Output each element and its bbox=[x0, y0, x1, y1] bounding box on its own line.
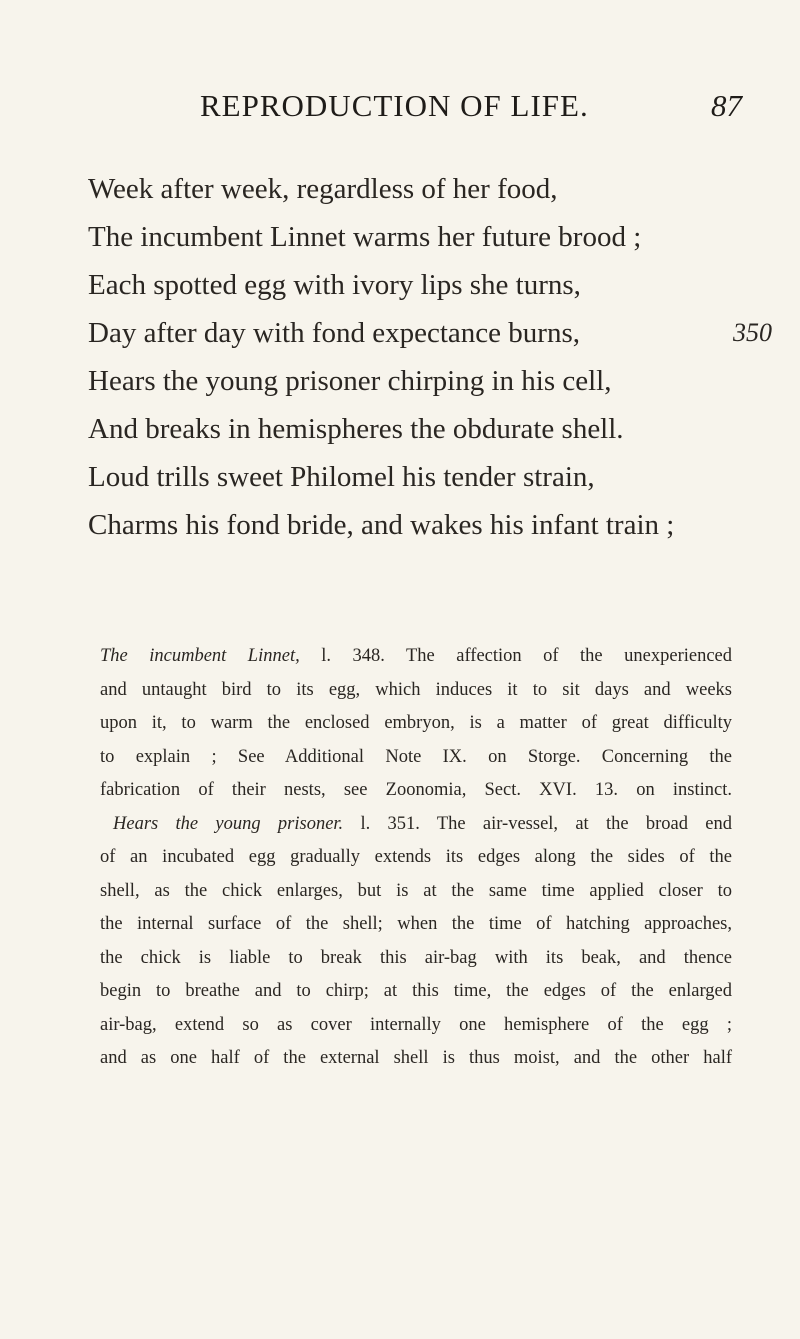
verse-line bbox=[88, 165, 768, 213]
line-number-marker: 350 bbox=[733, 318, 772, 347]
footnote-line: and untaught bird to its egg, which induces it to sit days and weeks bbox=[100, 679, 732, 700]
verse-line-text: Week after week, regardless of her food, bbox=[88, 173, 558, 205]
footnote-line: to explain ; See Additional Note IX. on Storge. Concerning the bbox=[100, 746, 732, 767]
footnote-line: fabrication of their nests, see Zoonomia, Sect. XVI. 13. on instinct. bbox=[100, 780, 732, 800]
verse-line-text: Day after day with fond expectance burns, bbox=[88, 317, 580, 349]
footnote-line: the internal surface of the shell; when the time of hatching approaches, bbox=[100, 914, 732, 934]
running-head bbox=[200, 88, 760, 128]
verse-line-text: Each spotted egg with ivory lips she turns, bbox=[88, 269, 581, 301]
verse-line-text: Loud trills sweet Philomel his tender strain, bbox=[88, 461, 595, 493]
footnote-text: l. 348. The affection of the unexperienced bbox=[321, 646, 732, 666]
footnote-line: upon it, to warm the enclosed embryon, is a matter of great difficulty bbox=[100, 713, 732, 733]
verse-line bbox=[88, 213, 768, 261]
footnote-lemma: The incumbent Linnet, bbox=[100, 646, 300, 666]
running-title: REPRODUCTION OF LIFE. bbox=[200, 88, 589, 123]
verse-line-text: Hears the young prisoner chirping in his cell, bbox=[88, 365, 612, 397]
footnote-line: shell, as the chick enlarges, but is at the same time applied closer to bbox=[100, 880, 732, 901]
footnotes bbox=[100, 640, 732, 1076]
footnote-line bbox=[100, 640, 732, 674]
footnote-line bbox=[100, 808, 732, 842]
footnote-line: the chick is liable to break this air-bag with its beak, and thence bbox=[100, 947, 732, 968]
footnote-line: air-bag, extend so as cover internally one hemisphere of the egg ; bbox=[100, 1014, 732, 1035]
verse-line bbox=[88, 453, 768, 501]
verse-line-text: And breaks in hemispheres the obdurate shell. bbox=[88, 413, 624, 445]
verse-line-text: Charms his fond bride, and wakes his infant train ; bbox=[88, 509, 675, 541]
footnote-line: and as one half of the external shell is thus moist, and the other half bbox=[100, 1048, 732, 1068]
verse-line bbox=[88, 357, 768, 405]
verse-line bbox=[88, 309, 772, 357]
footnote-text: l. 351. The air-vessel, at the broad end bbox=[360, 813, 733, 834]
footnote-line: begin to breathe and to chirp; at this time, the edges of the enlarged bbox=[100, 981, 732, 1001]
footnote-line: of an incubated egg gradually extends its edges along the sides of the bbox=[100, 847, 732, 867]
footnote-lemma: Hears the young prisoner. bbox=[113, 813, 344, 834]
verse-line bbox=[88, 261, 768, 309]
page-number: 87 bbox=[711, 88, 742, 123]
verse-line bbox=[88, 501, 768, 549]
verse-block bbox=[88, 165, 772, 549]
verse-line bbox=[88, 405, 768, 453]
verse-line-text: The incumbent Linnet warms her future brood ; bbox=[88, 221, 642, 253]
